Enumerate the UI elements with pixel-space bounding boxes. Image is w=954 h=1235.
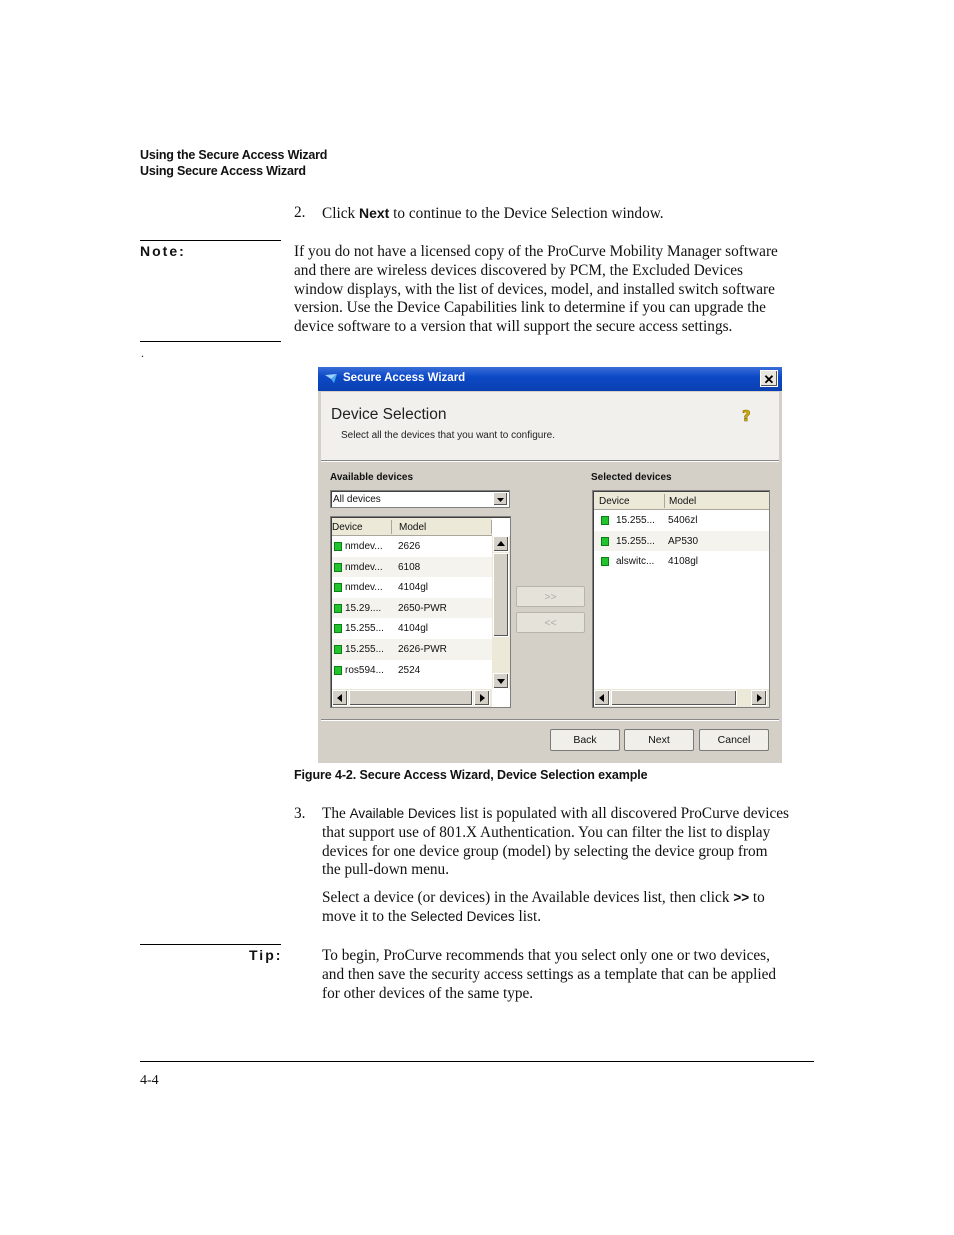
stray-period: . bbox=[141, 346, 144, 360]
device-name: nmdev... bbox=[345, 541, 383, 552]
selected-devices-list[interactable] bbox=[592, 490, 770, 708]
list-item[interactable] bbox=[332, 598, 492, 619]
device-name: nmdev... bbox=[345, 582, 383, 594]
col-model-header[interactable]: Model bbox=[399, 522, 427, 533]
add-device-button[interactable]: >> bbox=[516, 586, 585, 607]
status-icon bbox=[334, 645, 342, 654]
scroll-thumb[interactable] bbox=[493, 553, 509, 637]
wizard-screenshot bbox=[318, 367, 782, 763]
available-list-header bbox=[332, 518, 492, 536]
device-model: 4108gl bbox=[668, 556, 699, 568]
list-item[interactable] bbox=[332, 577, 492, 598]
tip-label: Tip: bbox=[249, 947, 283, 963]
device-model: 2626-PWR bbox=[398, 644, 447, 655]
list-item[interactable] bbox=[332, 557, 492, 578]
col-model-header[interactable]: Model bbox=[669, 496, 697, 507]
wizard-titlebar bbox=[318, 367, 782, 391]
list-item[interactable] bbox=[332, 660, 492, 681]
note-top-rule bbox=[140, 240, 281, 241]
list-item[interactable] bbox=[594, 551, 770, 572]
scroll-right-icon[interactable] bbox=[474, 690, 490, 706]
col-device-header[interactable]: Device bbox=[332, 522, 363, 533]
available-horizontal-scrollbar[interactable] bbox=[332, 689, 492, 707]
help-icon[interactable] bbox=[739, 407, 755, 425]
device-name: 15.29.... bbox=[345, 602, 382, 614]
tip-rule bbox=[140, 944, 281, 945]
scroll-thumb[interactable] bbox=[611, 690, 737, 706]
footer-divider-highlight bbox=[321, 720, 779, 721]
wizard-heading: Device Selection bbox=[331, 406, 447, 423]
step-2-next-keyword: Next bbox=[358, 205, 390, 221]
move-right-keyword: >> bbox=[733, 890, 750, 905]
footer-rule bbox=[140, 1061, 814, 1062]
device-model: AP530 bbox=[668, 535, 699, 547]
step-2-text: Click Next to continue to the Device Selection window. bbox=[322, 205, 664, 222]
status-icon bbox=[601, 516, 609, 525]
list-item[interactable] bbox=[594, 531, 770, 552]
status-icon bbox=[334, 563, 342, 572]
device-model: 4104gl bbox=[398, 623, 429, 635]
device-filter-value: All devices bbox=[333, 494, 381, 505]
device-model: 5406zl bbox=[668, 515, 698, 526]
available-devices-term: Available Devices bbox=[349, 806, 456, 821]
figure-caption: Figure 4-2. Secure Access Wizard, Device Selection example bbox=[294, 768, 648, 782]
device-name: 15.255... bbox=[345, 644, 384, 655]
chevron-down-icon[interactable] bbox=[493, 492, 508, 506]
available-vertical-scrollbar[interactable] bbox=[492, 536, 510, 689]
device-name: alswitc... bbox=[616, 556, 655, 568]
scroll-left-icon[interactable] bbox=[594, 690, 610, 706]
device-filter-dropdown[interactable] bbox=[330, 490, 510, 508]
device-name: 15.255... bbox=[616, 535, 655, 547]
note-bottom-rule bbox=[140, 341, 281, 342]
device-name: 15.255... bbox=[345, 623, 384, 635]
list-item[interactable] bbox=[332, 639, 492, 660]
status-icon bbox=[334, 666, 342, 675]
status-icon bbox=[334, 583, 342, 592]
selected-devices-label: Selected devices bbox=[591, 472, 672, 483]
svg-text:?: ? bbox=[742, 407, 751, 425]
wizard-subheading: Select all the devices that you want to configure. bbox=[341, 430, 556, 441]
device-name: nmdev... bbox=[345, 561, 383, 573]
device-model: 2650-PWR bbox=[398, 602, 447, 614]
selected-horizontal-scrollbar[interactable] bbox=[594, 689, 769, 707]
step-3-number: 3. bbox=[294, 805, 306, 822]
header-divider-highlight bbox=[321, 461, 779, 462]
device-model: 2524 bbox=[398, 664, 421, 676]
close-icon[interactable]: ✕ bbox=[760, 370, 778, 387]
note-paragraph: If you do not have a licensed copy of the ProCurve Mobility Manager software and there are wireless devices discovered by PCM, the Excluded Devices window displays, with the list of devices, model, and installed switch software version. Use the Device Capabilities link to determine if you can upgrade the device software to a version that will support the secure access settings. bbox=[294, 243, 778, 336]
available-devices-label: Available devices bbox=[330, 472, 414, 483]
step-2-number: 2. bbox=[294, 204, 306, 221]
back-button[interactable]: Back bbox=[550, 729, 620, 751]
step-3-selection-paragraph: Select a device (or devices) in the Available devices list, then click >> to move it to the Selected Devices list. bbox=[322, 889, 765, 925]
selected-devices-term: Selected Devices bbox=[410, 908, 515, 924]
col-device-header[interactable]: Device bbox=[599, 496, 630, 507]
list-item[interactable] bbox=[332, 618, 492, 639]
running-header-chapter: Using the Secure Access Wizard bbox=[140, 148, 328, 162]
device-model: 4104gl bbox=[398, 582, 429, 594]
scroll-right-icon[interactable] bbox=[751, 690, 767, 706]
device-name: ros594... bbox=[345, 664, 384, 676]
cancel-button[interactable]: Cancel bbox=[699, 729, 769, 751]
wizard-header-panel bbox=[321, 392, 779, 460]
device-name: 15.255... bbox=[616, 515, 655, 526]
next-button[interactable]: Next bbox=[624, 729, 694, 751]
status-icon bbox=[601, 537, 609, 546]
status-icon bbox=[334, 624, 342, 633]
tip-paragraph: To begin, ProCurve recommends that you select only one or two devices, and then save the security access settings as a template that can be applied for other devices of the same type. bbox=[322, 947, 777, 1002]
device-model: 6108 bbox=[398, 561, 421, 573]
device-model: 2626 bbox=[398, 541, 421, 552]
scroll-up-icon[interactable] bbox=[493, 536, 509, 552]
note-label: Note: bbox=[140, 243, 186, 259]
step-3-paragraph: The Available Devices list is populated with all discovered ProCurve devices that support use of 801.X Authentication. You can filter the list to display devices for one device group (model) by selecting the device group from the pull-down menu. bbox=[322, 805, 789, 879]
list-item[interactable] bbox=[332, 536, 492, 557]
page-number: 4-4 bbox=[140, 1073, 159, 1088]
running-header-section: Using Secure Access Wizard bbox=[140, 164, 306, 178]
scroll-down-icon[interactable] bbox=[493, 673, 509, 689]
status-icon bbox=[601, 557, 609, 566]
selected-list-header bbox=[594, 492, 770, 510]
wizard-title: Secure Access Wizard bbox=[343, 372, 466, 384]
remove-device-button[interactable]: << bbox=[516, 612, 585, 633]
available-devices-list[interactable] bbox=[330, 516, 511, 708]
status-icon bbox=[334, 604, 342, 613]
list-item[interactable] bbox=[594, 510, 770, 531]
scroll-left-icon[interactable] bbox=[332, 690, 348, 706]
app-icon bbox=[324, 373, 338, 384]
scroll-thumb[interactable] bbox=[349, 690, 473, 706]
status-icon bbox=[334, 542, 342, 551]
